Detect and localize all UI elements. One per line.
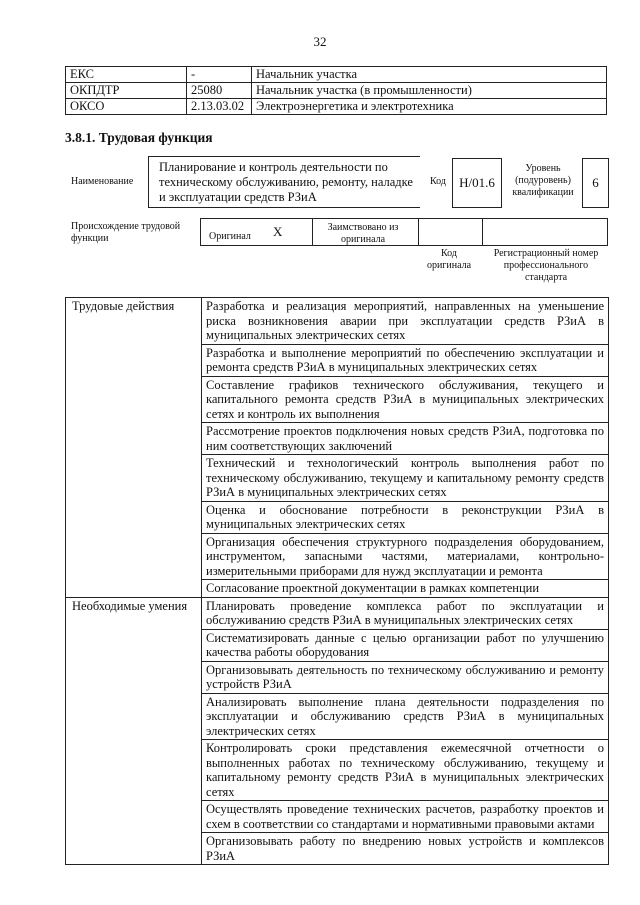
table-row <box>66 597 609 629</box>
list-item: Составление графиков технического обслуживания, текущего и капитального ремонта средств РЗиА в муниципальных электрических сетях и контроль их выполнения <box>202 376 609 423</box>
code-original-cell <box>419 219 483 245</box>
code-type: ЕКС <box>66 67 187 83</box>
original-label: Оригинал <box>209 231 251 242</box>
list-item: Согласование проектной документации в рамках компетенции <box>202 580 609 598</box>
level-label: Уровень (подуровень) квалификации <box>512 163 574 198</box>
borrowed-cell <box>313 219 419 245</box>
section-title: 3.8.1. Трудовая функция <box>65 130 213 145</box>
list-item: Контролировать сроки представления ежемесячной отчетности о выполненных работах по техническому обслуживанию, текущему и капитальному ремонту средств РЗиА в муниципальных электрических сетях <box>202 740 609 801</box>
list-item: Планировать проведение комплекса работ по эксплуатации и обслуживанию средств РЗиА в муниципальных электрических сетях <box>202 597 609 629</box>
list-item: Организация обеспечения структурного подразделения оборудованием, инструментом, запасными частями, материалами, контрольно-измерительными приборами для нужд эксплуатации и ремонта <box>202 533 609 580</box>
list-item: Осуществлять проведение технических расчетов, разработку проектов и схем в соответствии со стандартами и нормативными правовыми актами <box>202 801 609 833</box>
code-original-label: Код оригинала <box>426 248 472 271</box>
code-value: 2.13.03.02 <box>187 99 252 115</box>
original-cell <box>201 219 313 245</box>
code-value: - <box>187 67 252 83</box>
list-item: Рассмотрение проектов подключения новых средств РЗиА, подготовка по ним соответствующих заключений <box>202 423 609 455</box>
list-item: Организовывать деятельность по техническому обслуживанию и ремонту устройств РЗиА <box>202 661 609 693</box>
list-item: Разработка и реализация мероприятий, направленных на уменьшение риска возникновения аварии при эксплуатации средств РЗиА в муниципальных электрических сетях <box>202 298 609 345</box>
codes-row <box>66 67 607 83</box>
codes-row <box>66 83 607 99</box>
list-item: Технический и технологический контроль выполнения работ по техническому обслуживанию, текущему и капитальному ремонту средств РЗиА в муниципальных электрических сетях <box>202 455 609 502</box>
code-value: 25080 <box>187 83 252 99</box>
reg-number-label: Регистрационный номер профессионального стандарта <box>493 248 599 283</box>
list-item: Систематизировать данные с целью организации работ по улучшению качества работы оборудования <box>202 629 609 661</box>
page-number: 32 <box>313 34 327 49</box>
table-row <box>66 298 609 345</box>
code-type: ОКПДТР <box>66 83 187 99</box>
list-item: Анализировать выполнение плана деятельности подразделения по эксплуатации и обслуживанию средств РЗиА в муниципальных электрических сетях <box>202 693 609 740</box>
code-name: Электроэнергетика и электротехника <box>252 99 607 115</box>
section-heading: Трудовые действия <box>66 298 202 598</box>
original-mark: Х <box>273 224 283 239</box>
code-name: Начальник участка (в промышленности) <box>252 83 607 99</box>
code-label: Код <box>430 176 446 187</box>
list-item: Разработка и выполнение мероприятий по обеспечению эксплуатации и ремонта средств РЗиА в муниципальных электрических сетях <box>202 344 609 376</box>
code-name: Начальник участка <box>252 67 607 83</box>
qualification-level: 6 <box>582 158 609 208</box>
codes-row <box>66 99 607 115</box>
list-item: Оценка и обоснование потребности в реконструкции РЗиА в муниципальных электрических сетях <box>202 501 609 533</box>
code-type: ОКСО <box>66 99 187 115</box>
function-code: H/01.6 <box>452 158 502 208</box>
function-name: Планирование и контроль деятельности по техническому обслуживанию, ремонту, наладке и эксплуатации средств РЗиА <box>148 156 420 208</box>
borrowed-label: Заимствовано из оригинала <box>327 222 399 245</box>
list-item: Организовывать работу по внедрению новых устройств и комплексов РЗиА <box>202 833 609 865</box>
function-details-table <box>65 297 609 865</box>
codes-table <box>65 66 607 115</box>
section-heading: Необходимые умения <box>66 597 202 865</box>
origin-row <box>200 218 608 246</box>
origin-label: Происхождение трудовой функции <box>71 221 181 244</box>
name-label: Наименование <box>71 176 134 187</box>
